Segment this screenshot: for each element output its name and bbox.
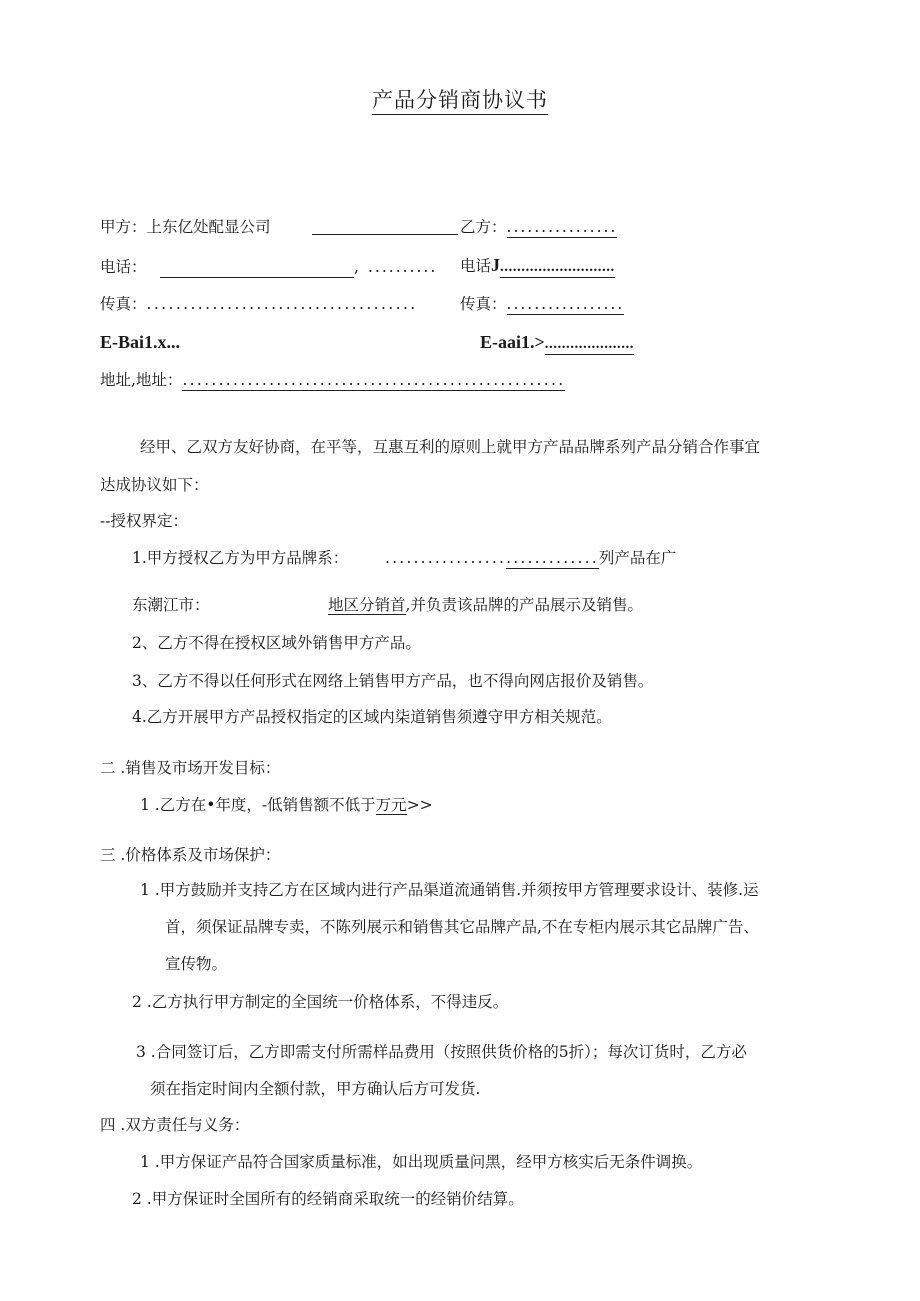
section-3-item-1-line-1: 1 .甲方鼓励并支持乙方在区域内进行产品渠道流通销售.并须按甲方管理要求设计、装修.运	[140, 881, 759, 899]
address-field: 地址,地址：.....................................................	[100, 371, 566, 389]
phone-b-field: 电话J...........................	[460, 254, 615, 278]
section-1-item-2: 2、乙方不得在授权区域外销售甲方产品。	[132, 634, 421, 652]
section-3-item-1-line-3: 宣传物。	[165, 955, 228, 973]
section-4-item-2: 2 .甲方保证时全国所有的经销商采取统一的经销价结算。	[132, 1190, 524, 1208]
intro-line-2: 达成协议如下：	[100, 476, 209, 494]
section-1-item-3: 3、乙方不得以任何形式在网络上销售甲方产品，也不得向网店报价及销售。	[132, 672, 654, 690]
section-4-heading: 四 .双方责任与义务：	[100, 1116, 250, 1134]
phone-a-blank: ,	[160, 256, 359, 278]
intro-line-1: 经甲、乙双方友好协商，在平等，互惠互利的原则上就甲方产品品牌系列产品分销合作事宜	[140, 438, 761, 456]
section-4-item-1: 1 .甲方保证产品符合国家质量标准，如出现质量问黑，经甲方核实后无条件调换。	[140, 1153, 703, 1171]
email-a-field: E-Bai1.x...	[100, 332, 181, 352]
fax-b-field: 传真：.................	[460, 295, 625, 313]
party-b-field: 乙方：................	[460, 218, 618, 236]
section-3-item-1-line-2: 首，须保证品牌专卖，不陈列展示和销售其它品牌产品,不在专柜内展示其它品牌广告、	[165, 918, 759, 936]
section-1-item-1: 1.甲方授权乙方为甲方品牌系：	[132, 549, 349, 567]
fax-a-field: 传真：.....................................	[100, 295, 418, 313]
section-3-item-2: 2 .乙方执行甲方制定的全国统一价格体系，不得违反。	[132, 993, 509, 1011]
section-3-item-3-line-1: 3 .合同签订后，乙方即需支付所需样品费用（按照供货价格的5折）；每次订货时，乙方必	[136, 1043, 747, 1061]
phone-a-dots: ..........	[368, 258, 438, 276]
document-title: 产品分销商协议书	[0, 84, 920, 114]
section-3-heading: 三 .价格体系及市场保护：	[100, 846, 281, 864]
section-1-item-1-region: 地区分销首,并负责该品牌的产品展示及销售。	[328, 596, 643, 614]
section-2-item-1: 1 .乙方在•年度，-低销售额不低于万元>>	[140, 796, 433, 814]
party-a-name: 甲方：上东亿处配显公司	[100, 218, 271, 236]
section-1-item-4: 4.乙方开展甲方产品授权指定的区域内柒道销售须遵守甲方相关规范。	[132, 708, 612, 726]
section-3-item-3-line-2: 须在指定时间内全额付款，甲方确认后方可发货.	[150, 1080, 481, 1098]
section-1-heading: --授权界定：	[100, 512, 188, 530]
party-a-blank	[312, 216, 458, 235]
phone-a-label: 电话：	[100, 258, 147, 276]
section-1-item-1-dots: ..............................列产品在广	[385, 549, 677, 567]
section-2-heading: 二 .销售及市场开发目标：	[100, 759, 281, 777]
email-b-field: E-aai1.>.....................	[480, 332, 634, 355]
section-1-item-1-city: 东潮江市：	[132, 596, 210, 614]
